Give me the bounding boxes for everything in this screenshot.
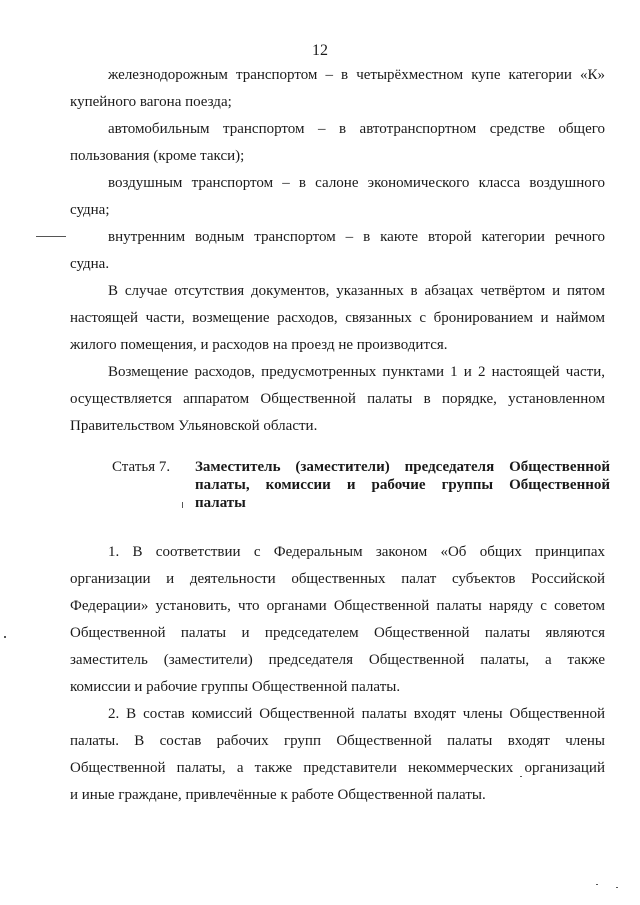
paragraph-line: внутренним водным транспортом – в каюте второй категории речного <box>108 229 605 245</box>
paragraph-line: 2. В состав комиссий Общественной палаты входят члены Общественной <box>108 706 605 722</box>
page-number: 12 <box>312 42 328 59</box>
scan-mark <box>182 502 183 508</box>
paragraph-line: Федерации» установить, что органами Общественной палаты наряду с советом <box>70 598 605 614</box>
paragraph-line: В случае отсутствия документов, указанных в абзацах четвёртом и пятом <box>108 283 605 299</box>
paragraph-line: 1. В соответствии с Федеральным законом «Об общих принципах <box>108 544 605 560</box>
scan-mark <box>616 887 618 888</box>
scan-mark <box>36 236 66 237</box>
article-title <box>195 458 610 512</box>
paragraph-line: автомобильным транспортом – в автотранспортном средстве общего <box>108 121 605 137</box>
paragraph-line: судна; <box>70 202 110 218</box>
paragraph-line: судна. <box>70 256 110 272</box>
paragraph-line: палаты. В состав рабочих групп Общественной палаты входят члены <box>70 733 605 749</box>
paragraph-line: Общественной палаты и председателем Общественной палаты являются <box>70 625 605 641</box>
paragraph-line: осуществляется аппаратом Общественной палаты в порядке, установленном <box>70 391 605 407</box>
scan-mark <box>4 636 6 638</box>
paragraph-line: заместитель (заместители) председателя Общественной палаты, а также <box>70 652 605 668</box>
scan-mark <box>520 776 522 777</box>
article-title-line: палаты, комиссии и рабочие группы Общественной <box>195 477 610 493</box>
article-label: Статья 7. <box>112 459 171 475</box>
paragraph-line: пользования (кроме такси); <box>70 148 245 164</box>
paragraph-line: организации и деятельности общественных палат субъектов Российской <box>70 571 605 587</box>
paragraph-line: жилого помещения, и расходов на проезд не производится. <box>70 337 448 353</box>
paragraph-line: комиссии и рабочие группы Общественной палаты. <box>70 679 401 695</box>
paragraph-line: настоящей части, возмещение расходов, связанных с бронированием и наймом <box>70 310 605 326</box>
paragraph-line: и иные граждане, привлечённые к работе Общественной палаты. <box>70 787 486 803</box>
scan-mark <box>596 884 598 885</box>
article-title-line: Заместитель (заместители) председателя Общественной <box>195 459 610 475</box>
paragraph-line: Правительством Ульяновской области. <box>70 418 318 434</box>
paragraph-line: воздушным транспортом – в салоне экономического класса воздушного <box>108 175 605 191</box>
article-title-line: палаты <box>195 495 246 511</box>
paragraph-line: Общественной палаты, а также представители некоммерческих организаций <box>70 760 605 776</box>
paragraph-line: купейного вагона поезда; <box>70 94 232 110</box>
paragraph-line: Возмещение расходов, предусмотренных пунктами 1 и 2 настоящей части, <box>108 364 605 380</box>
paragraph-line: железнодорожным транспортом – в четырёхместном купе категории «К» <box>108 67 605 83</box>
